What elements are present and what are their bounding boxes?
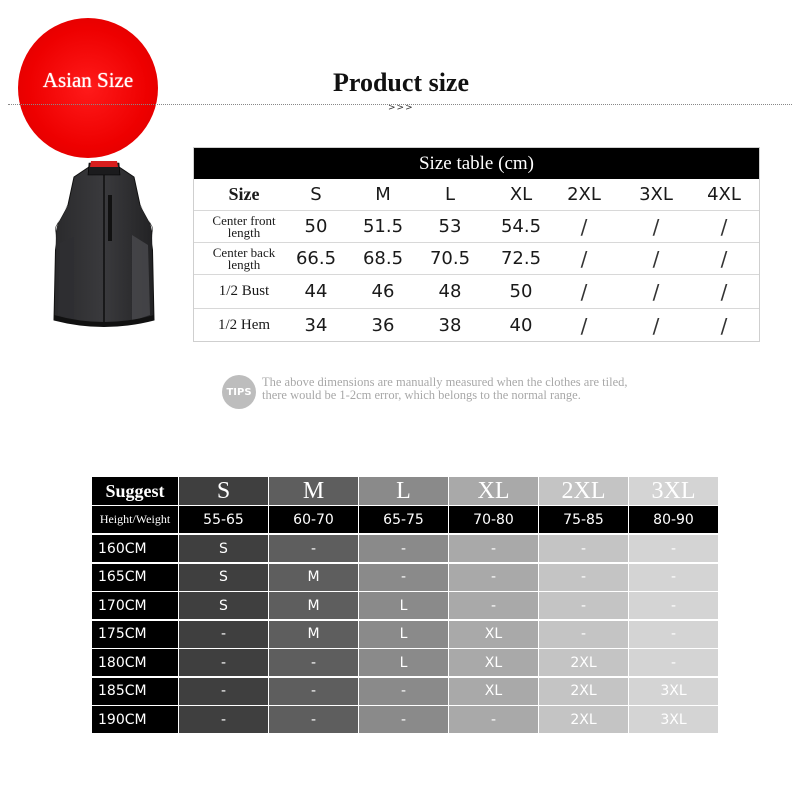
suggest-size-cell: 3XL <box>629 706 718 733</box>
weight-range-cell: 80-90 <box>629 506 718 533</box>
measurement-label-line: Center front <box>212 212 276 228</box>
size-value-cell: 54.5 <box>500 216 542 237</box>
measurement-label-line: 1/2 Hem <box>217 317 271 333</box>
size-table-row <box>194 274 759 308</box>
suggest-size-cell: M <box>269 592 358 619</box>
size-value-cell: / <box>720 246 728 271</box>
height-label: 160CM <box>92 535 178 562</box>
suggest-size-cell: - <box>179 678 268 705</box>
suggest-size-cell: - <box>449 706 538 733</box>
height-label: 165CM <box>92 564 178 591</box>
size-header-cell: 2XL <box>567 184 601 205</box>
suggest-size-cell: - <box>539 535 628 562</box>
height-label: 170CM <box>92 592 178 619</box>
weight-range-cell: 60-70 <box>269 506 358 533</box>
size-value-cell: / <box>580 246 588 271</box>
size-header-cell: S <box>310 184 322 205</box>
size-value-cell: / <box>652 214 660 239</box>
suggest-size-cell: S <box>179 535 268 562</box>
size-value-cell: / <box>720 279 728 304</box>
suggest-size-cell: 2XL <box>539 649 628 676</box>
size-header-cell: L <box>444 184 456 205</box>
cycling-vest-icon <box>44 155 164 340</box>
size-value-cell: 50 <box>304 216 328 237</box>
tips-text <box>262 376 732 402</box>
size-value-cell: / <box>652 279 660 304</box>
suggest-size-cell: - <box>629 535 718 562</box>
size-value-cell: 66.5 <box>295 248 337 269</box>
suggest-size-cell: - <box>449 535 538 562</box>
size-value-cell: / <box>720 214 728 239</box>
suggest-size-cell: L <box>359 621 448 648</box>
measurement-label-line: length <box>227 224 261 240</box>
measurement-label <box>194 275 294 308</box>
suggest-size-cell: - <box>539 621 628 648</box>
height-label: 190CM <box>92 706 178 733</box>
size-value-cell: 46 <box>371 281 395 302</box>
size-header-cell: M <box>375 184 391 205</box>
measurement-label-line: Center back <box>212 244 276 260</box>
suggest-size-cell: L <box>359 649 448 676</box>
suggest-size-cell: - <box>359 535 448 562</box>
size-header-row <box>194 179 759 210</box>
measurement-label-line: Size <box>228 184 260 204</box>
suggest-size-cell: - <box>179 621 268 648</box>
measurement-label-line: length <box>227 256 261 272</box>
height-label: 175CM <box>92 621 178 648</box>
size-value-cell: 50 <box>509 281 533 302</box>
suggest-size-cell: S <box>179 564 268 591</box>
suggest-size-header: 2XL <box>539 477 628 505</box>
divider-arrows: >>> <box>388 103 414 113</box>
suggest-size-cell: - <box>629 592 718 619</box>
suggest-size-cell: - <box>269 649 358 676</box>
size-value-cell: / <box>652 246 660 271</box>
suggest-size-cell: - <box>269 535 358 562</box>
weight-range-cell: 55-65 <box>179 506 268 533</box>
size-value-cell: / <box>580 279 588 304</box>
size-header-cell: XL <box>509 184 533 205</box>
size-value-cell: 40 <box>509 315 533 336</box>
size-table-row <box>194 210 759 242</box>
suggest-size-cell: 3XL <box>629 678 718 705</box>
suggest-size-cell: - <box>179 649 268 676</box>
size-value-cell: 44 <box>304 281 328 302</box>
size-table-caption: Size table (cm) <box>194 148 759 179</box>
measurement-label <box>194 309 294 342</box>
suggest-table <box>92 477 722 735</box>
measurement-label <box>194 243 294 274</box>
measurement-label <box>194 211 294 242</box>
height-label: 180CM <box>92 649 178 676</box>
size-value-cell: 70.5 <box>429 248 471 269</box>
tips-line-1: The above dimensions are manually measured when the clothes are tiled, <box>262 375 628 389</box>
suggest-size-cell: M <box>269 564 358 591</box>
weight-range-cell: 65-75 <box>359 506 448 533</box>
size-value-cell: 34 <box>304 315 328 336</box>
suggest-size-header: M <box>269 477 358 505</box>
suggest-size-cell: XL <box>449 621 538 648</box>
page-title: Product size <box>333 68 469 97</box>
suggest-size-cell: - <box>629 564 718 591</box>
measurement-label-line: 1/2 Bust <box>218 283 270 299</box>
size-value-cell: / <box>580 214 588 239</box>
suggest-size-cell: - <box>359 706 448 733</box>
suggest-size-header: 3XL <box>629 477 718 505</box>
size-value-cell: / <box>652 313 660 338</box>
size-header-label <box>194 179 294 210</box>
size-value-cell: 53 <box>438 216 462 237</box>
size-value-cell: 36 <box>371 315 395 336</box>
suggest-size-cell: - <box>449 564 538 591</box>
size-table-row <box>194 308 759 342</box>
suggest-size-cell: - <box>629 649 718 676</box>
size-value-cell: 38 <box>438 315 462 336</box>
size-value-cell: 51.5 <box>362 216 404 237</box>
height-label: 185CM <box>92 678 178 705</box>
suggest-size-cell: 2XL <box>539 678 628 705</box>
size-header-cell: 4XL <box>707 184 741 205</box>
suggest-size-cell: - <box>629 621 718 648</box>
suggest-size-cell: 2XL <box>539 706 628 733</box>
tips-line-2: there would be 1-2cm error, which belongs to the normal range. <box>262 388 581 402</box>
suggest-header-label: Suggest <box>92 477 178 505</box>
weight-range-cell: 75-85 <box>539 506 628 533</box>
size-value-cell: 72.5 <box>500 248 542 269</box>
size-table-row <box>194 242 759 274</box>
suggest-size-cell: - <box>179 706 268 733</box>
size-value-cell: 68.5 <box>362 248 404 269</box>
weight-range-cell: 70-80 <box>449 506 538 533</box>
suggest-size-cell: - <box>359 564 448 591</box>
tips-icon: TIPS <box>222 375 256 409</box>
suggest-size-header: L <box>359 477 448 505</box>
badge-label: Asian Size <box>42 68 134 92</box>
suggest-size-cell: XL <box>449 678 538 705</box>
suggest-size-cell: - <box>269 678 358 705</box>
suggest-size-cell: XL <box>449 649 538 676</box>
size-value-cell: / <box>720 313 728 338</box>
size-header-cell: 3XL <box>639 184 673 205</box>
suggest-size-cell: - <box>539 564 628 591</box>
suggest-size-cell: L <box>359 592 448 619</box>
suggest-size-cell: - <box>539 592 628 619</box>
suggest-size-cell: S <box>179 592 268 619</box>
size-table <box>193 147 760 342</box>
suggest-size-cell: M <box>269 621 358 648</box>
suggest-size-header: S <box>179 477 268 505</box>
suggest-size-cell: - <box>359 678 448 705</box>
suggest-size-header: XL <box>449 477 538 505</box>
size-value-cell: / <box>580 313 588 338</box>
suggest-size-cell: - <box>449 592 538 619</box>
height-weight-label: Height/Weight <box>92 506 178 533</box>
size-value-cell: 48 <box>438 281 462 302</box>
suggest-size-cell: - <box>269 706 358 733</box>
